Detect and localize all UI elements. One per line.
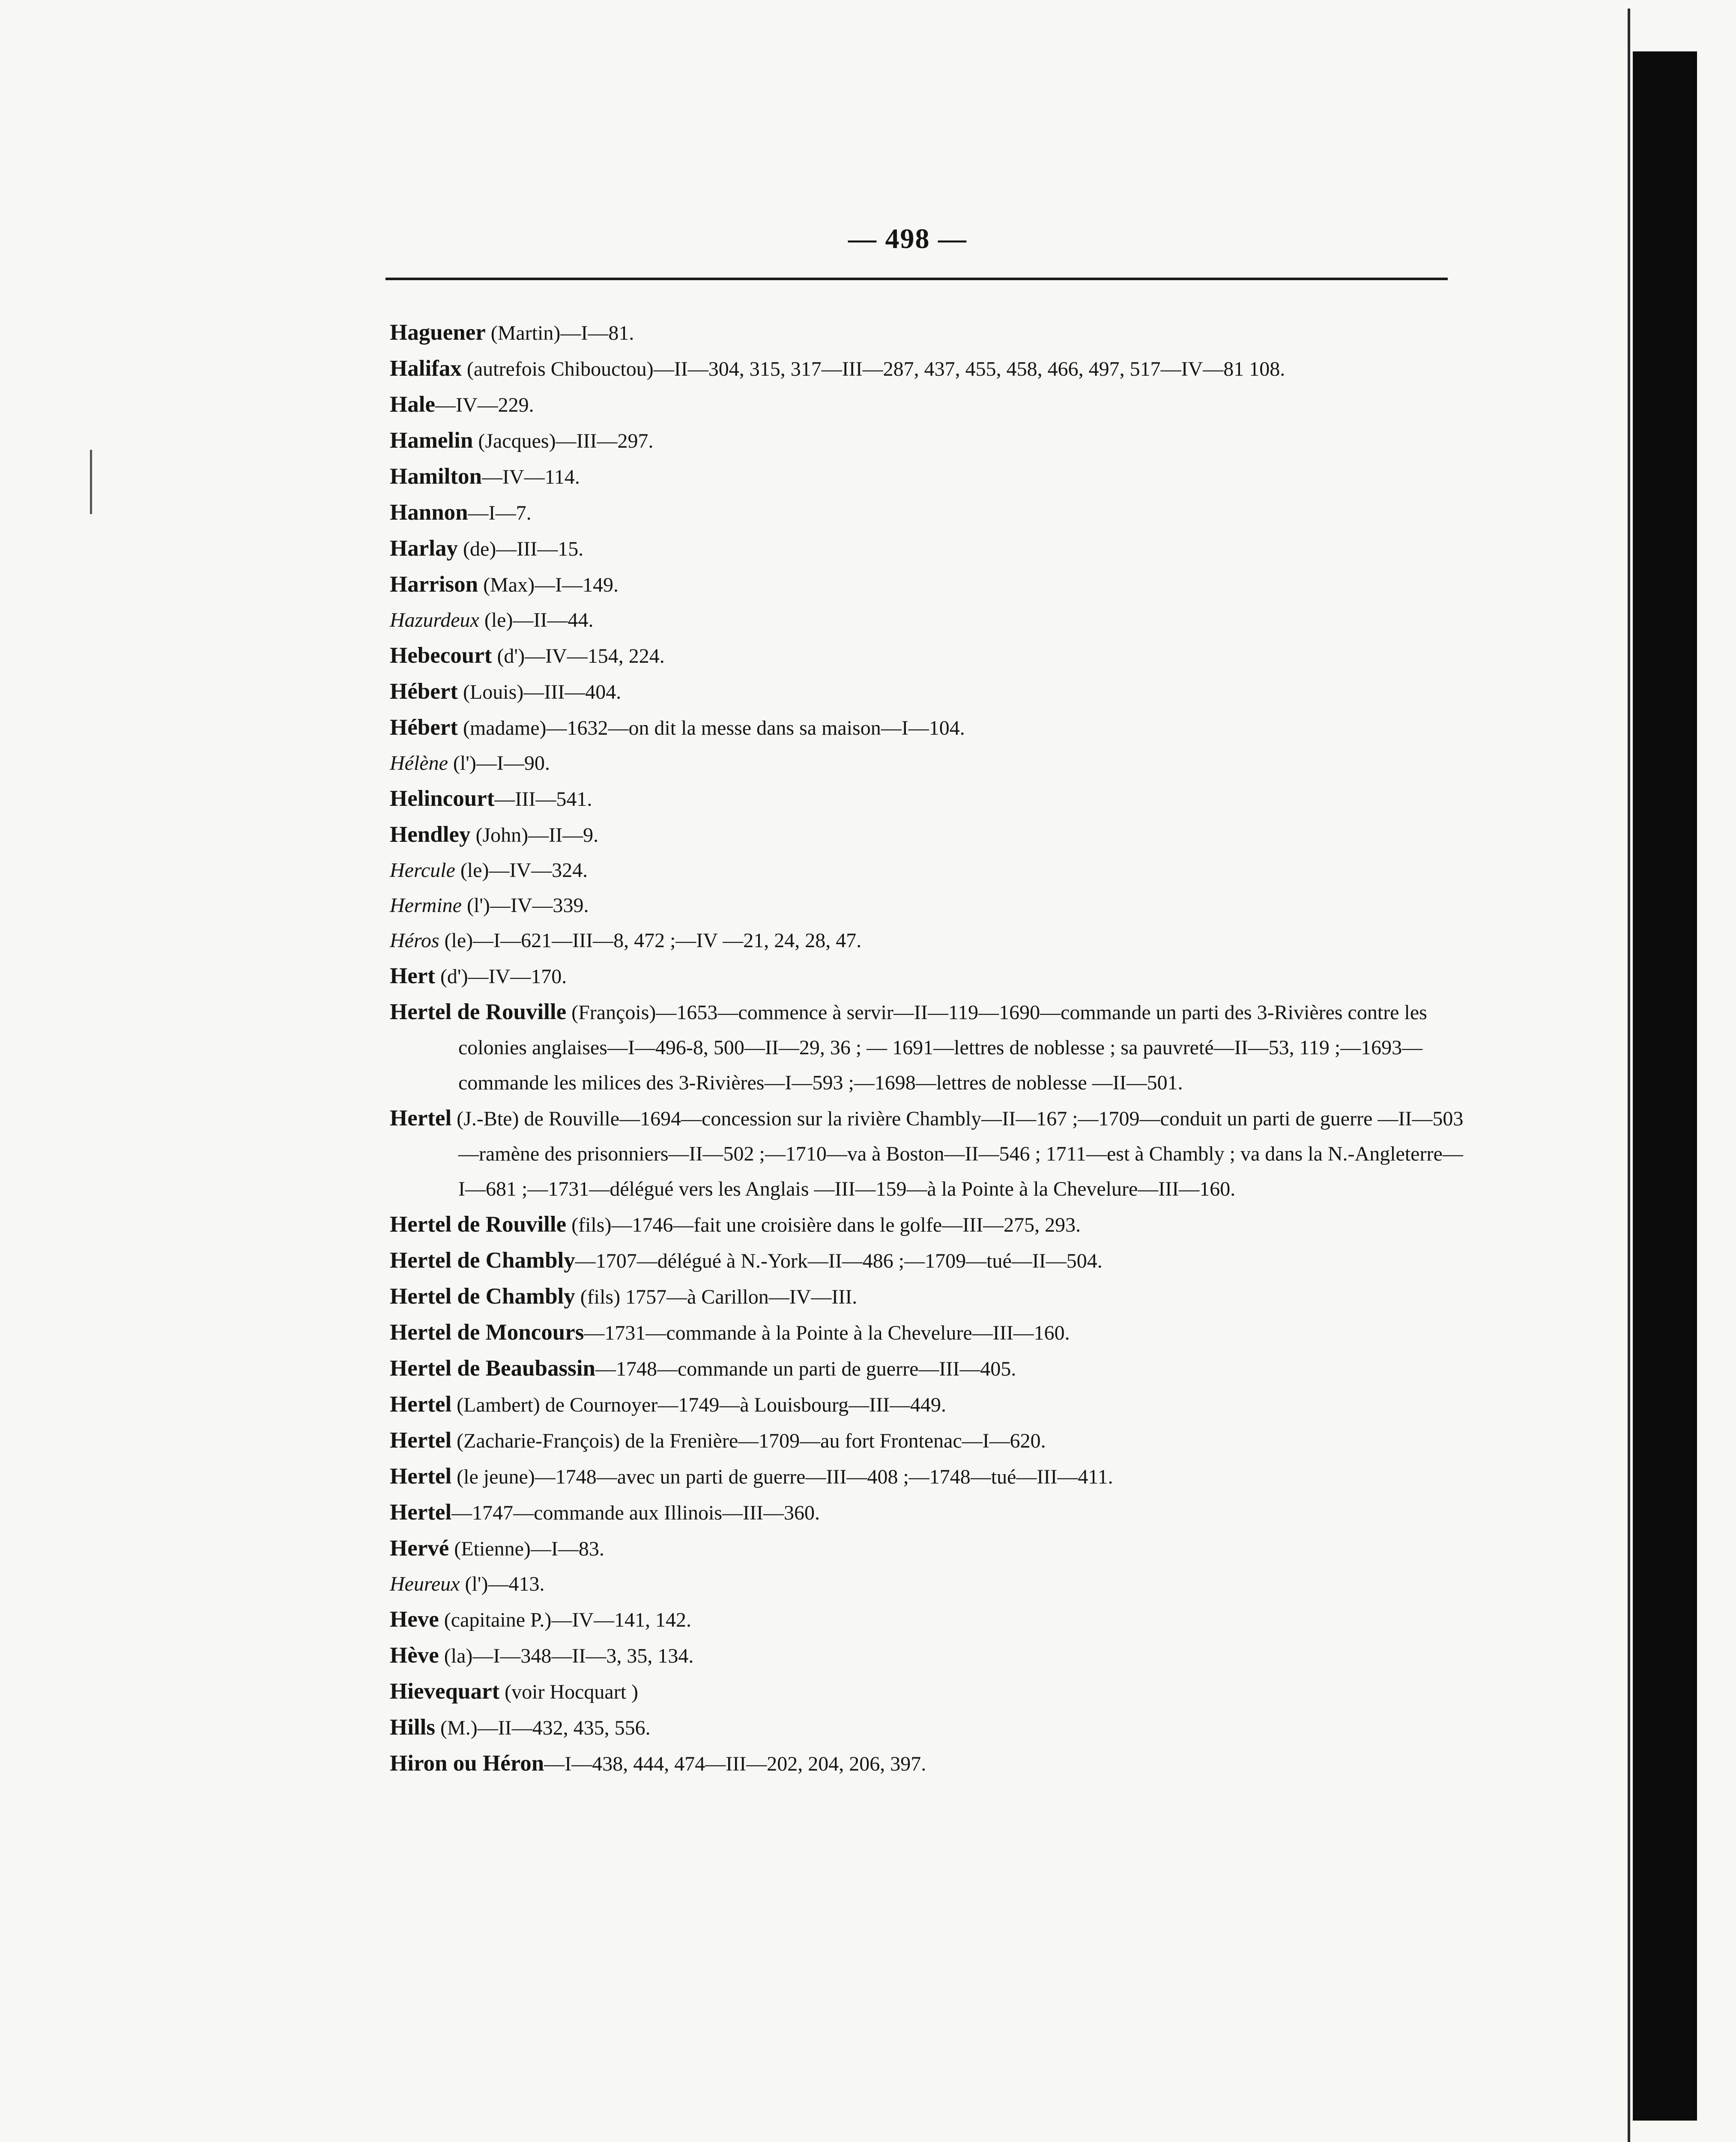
entry-references: (d')—IV—170. (435, 965, 567, 988)
entry-references: (Zacharie-François) de la Frenière—1709—au fort Frontenac—I—620. (451, 1430, 1046, 1452)
index-entry (390, 1746, 1469, 1782)
entry-references: (fils)—1746—fait une croisière dans le golfe—III—275, 293. (566, 1214, 1081, 1236)
entry-references: (l')—IV—339. (461, 894, 589, 917)
entry-references: (madame)—1632—on dit la messe dans sa maison—I—104. (457, 717, 965, 739)
entry-heading: Hertel de Rouville (390, 999, 567, 1024)
entry-references: (Etienne)—I—83. (449, 1538, 604, 1560)
entry-heading: Harrison (390, 572, 478, 597)
entry-heading: Hertel de Chambly (390, 1248, 575, 1273)
entry-references: (l')—I—90. (448, 752, 550, 775)
entry-heading: Hannon (390, 500, 468, 525)
page-edge-line (1628, 9, 1630, 2142)
index-entry (390, 638, 1469, 674)
entry-heading: Hertel (390, 1500, 452, 1525)
index-entry (390, 1638, 1469, 1674)
index-entry (390, 315, 1469, 351)
entry-heading: Hebecourt (390, 643, 492, 668)
entry-references: —I—438, 444, 474—III—202, 204, 206, 397. (544, 1753, 926, 1775)
entry-references: (Jacques)—III—297. (473, 430, 654, 452)
index-entry (390, 1243, 1469, 1279)
entry-references: (capitaine P.)—IV—141, 142. (439, 1609, 691, 1631)
entry-references: (J.-Bte) de Rouville—1694—concession sur la rivière Chambly—II—167 ;—1709—conduit un parti de guerre —II—503—ramène des prisonniers—II—502 ;—1710—va à Boston—II—546 ; 1711—est à Chambly ; va dans la N.-Angleterre—I—681 ;—1731—délégué vers les Anglais —III—159—à la Pointe à la Chevelure—III—160. (451, 1107, 1464, 1200)
entry-references: (Martin)—I—81. (485, 322, 634, 344)
index-entry (390, 1423, 1469, 1459)
index-entry (390, 531, 1469, 567)
entry-references: (voir Hocquart ) (499, 1681, 639, 1703)
entry-heading: Hertel (390, 1392, 452, 1417)
entry-references: —I—7. (468, 502, 532, 524)
entry-heading: Hélène (390, 752, 448, 775)
index-entry (390, 958, 1469, 994)
index-entry (390, 1315, 1469, 1351)
entry-heading: Halifax (390, 356, 462, 381)
entry-heading: Hébert (390, 679, 458, 704)
entry-heading: Hiron ou Héron (390, 1751, 544, 1776)
entry-references: —1747—commande aux Illinois—III—360. (451, 1502, 820, 1524)
index-entry (390, 994, 1469, 1101)
index-entry (390, 1387, 1469, 1423)
entry-references: (le jeune)—1748—avec un parti de guerre—III—408 ;—1748—tué—III—411. (451, 1466, 1113, 1488)
index-entry (390, 423, 1469, 459)
index-entry (390, 1567, 1469, 1602)
entry-heading: Hert (390, 963, 435, 988)
entry-references: —III—541. (494, 788, 592, 811)
index-entry (390, 351, 1469, 387)
entry-heading: Hermine (390, 894, 462, 917)
index-entry (390, 1531, 1469, 1567)
page-number: — 498 — (848, 223, 967, 254)
index-entry (390, 1602, 1469, 1638)
entry-heading: Hertel de Chambly (390, 1284, 575, 1309)
index-entry (390, 853, 1469, 888)
entry-heading: Harlay (390, 536, 458, 561)
entry-heading: Hale (390, 392, 435, 417)
entry-references: (Max)—I—149. (478, 574, 619, 596)
entry-heading: Hertel de Rouville (390, 1212, 567, 1237)
entry-references: (de)—III—15. (457, 538, 584, 560)
entry-references: (le)—II—44. (479, 609, 594, 631)
entry-heading: Hertel de Moncours (390, 1320, 584, 1345)
entry-references: (d')—IV—154, 224. (492, 645, 665, 667)
index-entry (390, 459, 1469, 495)
entry-heading: Haguener (390, 320, 486, 345)
index-entry (390, 603, 1469, 638)
entry-references: (Louis)—III—404. (457, 681, 621, 703)
index-entry (390, 387, 1469, 423)
entry-references: (la)—I—348—II—3, 35, 134. (439, 1645, 694, 1667)
index-entry (390, 1101, 1469, 1207)
entry-references: —IV—114. (481, 466, 580, 488)
entry-heading: Hertel (390, 1464, 452, 1489)
index-entry (390, 1459, 1469, 1495)
entry-references: (Lambert) de Cournoyer—1749—à Louisbourg—III—449. (451, 1394, 947, 1416)
entry-heading: Heureux (390, 1573, 460, 1595)
entry-heading: Hills (390, 1715, 436, 1740)
entry-heading: Hendley (390, 822, 471, 847)
margin-mark (90, 450, 92, 514)
entry-heading: Hertel (390, 1106, 452, 1131)
index-entry (390, 495, 1469, 531)
entry-heading: Hervé (390, 1536, 449, 1561)
entry-heading: Hamelin (390, 428, 473, 453)
index-entry (390, 1207, 1469, 1243)
index-entry (390, 781, 1469, 817)
entry-references: (le)—IV—324. (455, 859, 588, 882)
index-entry (390, 746, 1469, 781)
index-entry (390, 888, 1469, 923)
entry-heading: Helincourt (390, 786, 495, 811)
entry-heading: Héros (390, 929, 439, 952)
index-entry (390, 1674, 1469, 1710)
entry-heading: Hievequart (390, 1679, 500, 1704)
entry-heading: Heve (390, 1607, 439, 1632)
index-entry (390, 710, 1469, 746)
entry-references: (John)—II—9. (470, 824, 599, 847)
entry-heading: Hève (390, 1643, 439, 1668)
entry-references: —1731—commande à la Pointe à la Chevelure—III—160. (584, 1322, 1070, 1344)
index-entry (390, 674, 1469, 710)
index-entries (390, 315, 1469, 1782)
entry-heading: Hercule (390, 859, 455, 882)
scan-edge-shadow (1633, 51, 1697, 2121)
entry-heading: Hertel (390, 1428, 452, 1453)
index-entry (390, 1710, 1469, 1746)
entry-heading: Hazurdeux (390, 609, 479, 631)
entry-references: (autrefois Chibouctou)—II—304, 315, 317—III—287, 437, 455, 458, 466, 497, 517—IV—81 108. (461, 358, 1285, 380)
index-entry (390, 1495, 1469, 1531)
entry-heading: Hamilton (390, 464, 482, 489)
entry-heading: Hébert (390, 715, 458, 740)
index-entry (390, 817, 1469, 853)
entry-references: (fils) 1757—à Carillon—IV—III. (575, 1286, 858, 1308)
index-entry (390, 567, 1469, 603)
entry-references: (l')—413. (460, 1573, 545, 1595)
entry-references: (M.)—II—432, 435, 556. (435, 1717, 651, 1739)
entry-references: (le)—I—621—III—8, 472 ;—IV —21, 24, 28, 47. (439, 929, 862, 952)
index-entry (390, 923, 1469, 958)
entry-references: —IV—229. (435, 394, 534, 416)
entry-heading: Hertel de Beaubassin (390, 1356, 595, 1381)
header-rule (385, 278, 1448, 280)
index-entry (390, 1279, 1469, 1315)
entry-references: —1748—commande un parti de guerre—III—405. (595, 1358, 1016, 1380)
index-entry (390, 1351, 1469, 1387)
entry-references: (François)—1653—commence à servir—II—119—1690—commande un parti des 3-Rivières contre les colonies anglaises—I—496-8, 500—II—29, 36 ; — 1691—lettres de noblesse ; sa pauvreté—II—53, 119 ;—1693—commande les milices des 3-Rivières—I—593 ;—1698—lettres de noblesse —II—501. (458, 1001, 1427, 1094)
entry-references: —1707—délégué à N.-York—II—486 ;—1709—tué—II—504. (575, 1250, 1103, 1272)
